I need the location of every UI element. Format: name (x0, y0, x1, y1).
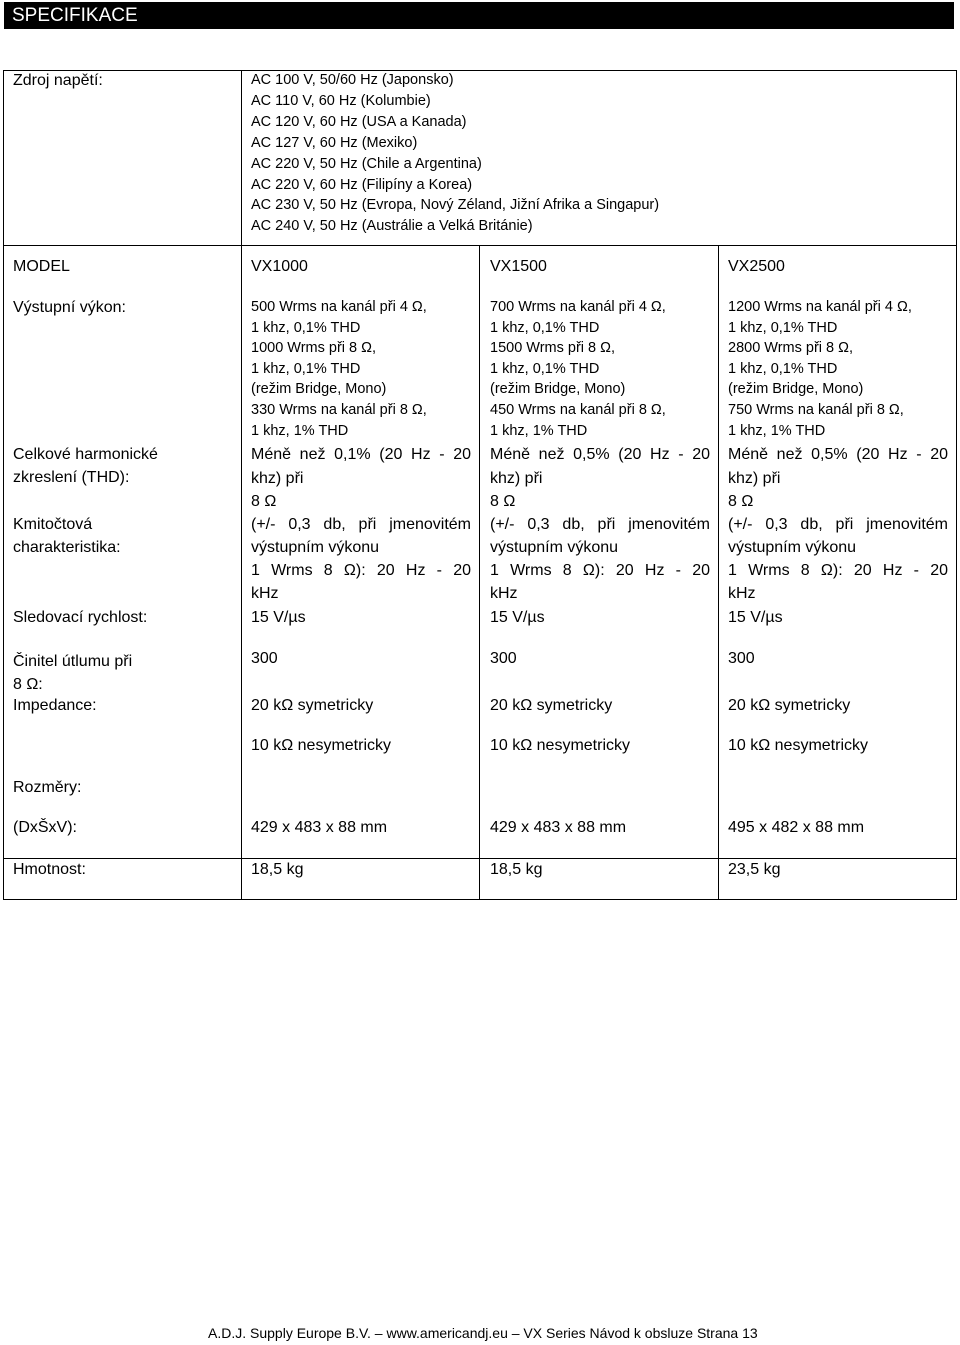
weight-label: Hmotnost: (13, 861, 86, 878)
freq-line: 1 Wrms 8 Ω): 20 Hz - 20 (251, 562, 471, 579)
damping-value: 300 (490, 650, 517, 667)
thd-line: khz) při (251, 469, 304, 487)
thd-line: khz) při (490, 469, 543, 487)
power-line: AC 220 V, 60 Hz (Filipíny a Korea) (251, 176, 473, 193)
freq-line: 1 Wrms 8 Ω): 20 Hz - 20 (490, 562, 710, 579)
power-line: AC 240 V, 50 Hz (Austrálie a Velká Británie) (251, 218, 533, 235)
power-line: AC 230 V, 50 Hz (Evropa, Nový Zéland, Jižní Afrika a Singapur) (251, 197, 660, 214)
dimensions-value: 429 x 483 x 88 mm (490, 819, 627, 836)
dimensions-value: 429 x 483 x 88 mm (251, 819, 388, 836)
output-line: 330 Wrms na kanál při 8 Ω, (251, 401, 427, 418)
output-col-3 (728, 297, 912, 441)
weight-value: 23,5 kg (728, 861, 781, 878)
power-line: AC 110 V, 60 Hz (Kolumbie) (251, 92, 431, 109)
power-label: Zdroj napětí: (13, 72, 103, 89)
thd-line: Méně než 0,1% (20 Hz - 20 (251, 446, 471, 463)
output-col-1 (251, 297, 427, 441)
damping-value: 300 (728, 650, 755, 667)
freq-line: kHz (251, 585, 279, 602)
output-line: 750 Wrms na kanál při 8 Ω, (728, 401, 904, 418)
power-line: AC 120 V, 60 Hz (USA a Kanada) (251, 113, 467, 130)
model-vx2500: VX2500 (728, 258, 785, 275)
row-divider (3, 245, 957, 246)
impedance-balanced: 20 kΩ symetricky (728, 697, 851, 714)
thd-line: Méně než 0,5% (20 Hz - 20 (728, 446, 948, 463)
output-line: 1 khz, 0,1% THD (490, 360, 600, 377)
thd-line: 8 Ω (251, 493, 277, 510)
freq-line: kHz (490, 585, 518, 602)
damping-value: 300 (251, 650, 278, 667)
column-divider (718, 245, 719, 900)
thd-line: Méně než 0,5% (20 Hz - 20 (490, 446, 710, 463)
column-divider (479, 245, 480, 900)
output-line: 500 Wrms na kanál při 4 Ω, (251, 299, 427, 315)
thd-label (13, 443, 158, 489)
thd-col-1 (251, 443, 471, 514)
thd-line: 8 Ω (728, 493, 754, 510)
thd-line: khz) při (728, 469, 781, 487)
thd-label-line: zkreslení (THD): (13, 469, 130, 486)
output-line: (režim Bridge, Mono) (490, 381, 626, 398)
freq-col-1 (251, 513, 471, 605)
output-line: 2800 Wrms při 8 Ω, (728, 340, 853, 357)
thd-label-line: Celkové harmonické (13, 446, 158, 463)
impedance-balanced: 20 kΩ symetricky (490, 697, 613, 714)
output-line: 1 khz, 0,1% THD (728, 360, 838, 377)
output-line: 1000 Wrms při 8 Ω, (251, 340, 376, 357)
output-line: 1 khz, 1% THD (490, 422, 588, 439)
impedance-unbalanced: 10 kΩ nesymetricky (728, 737, 868, 754)
output-line: (režim Bridge, Mono) (728, 381, 864, 398)
thd-line: 8 Ω (490, 493, 516, 510)
dimensions-value: 495 x 482 x 88 mm (728, 819, 865, 836)
section-title: SPECIFIKACE (12, 5, 138, 26)
damping-label-line: Činitel útlumu při (13, 653, 133, 670)
model-vx1000: VX1000 (251, 258, 308, 275)
output-line: (režim Bridge, Mono) (251, 381, 387, 398)
power-line: AC 100 V, 50/60 Hz (Japonsko) (251, 72, 454, 88)
impedance-unbalanced: 10 kΩ nesymetricky (251, 737, 391, 754)
output-col-2 (490, 297, 666, 441)
freq-line: kHz (728, 585, 756, 602)
freq-line: (+/- 0,3 db, při jmenovitém (251, 516, 471, 533)
impedance-unbalanced: 10 kΩ nesymetricky (490, 737, 630, 754)
freq-line: výstupním výkonu (251, 539, 380, 556)
output-label: Výstupní výkon: (13, 299, 126, 316)
freq-line: (+/- 0,3 db, při jmenovitém (728, 516, 948, 533)
power-line: AC 127 V, 60 Hz (Mexiko) (251, 134, 418, 151)
column-divider (241, 70, 242, 900)
freq-line: 1 Wrms 8 Ω): 20 Hz - 20 (728, 562, 948, 579)
freq-col-3 (728, 513, 948, 605)
damping-label-line: 8 Ω: (13, 676, 43, 693)
output-line: 1 khz, 0,1% THD (490, 319, 600, 336)
impedance-balanced: 20 kΩ symetricky (251, 697, 374, 714)
output-line: 450 Wrms na kanál při 8 Ω, (490, 401, 666, 418)
freq-line: (+/- 0,3 db, při jmenovitém (490, 516, 710, 533)
weight-value: 18,5 kg (251, 861, 304, 878)
section-header (4, 2, 954, 29)
slew-value: 15 V/µs (490, 609, 545, 626)
power-line: AC 220 V, 50 Hz (Chile a Argentina) (251, 155, 482, 172)
output-line: 1 khz, 1% THD (251, 422, 349, 439)
output-line: 1 khz, 0,1% THD (728, 319, 838, 336)
output-line: 1 khz, 1% THD (728, 422, 826, 439)
freq-col-2 (490, 513, 710, 605)
freq-line: výstupním výkonu (490, 539, 619, 556)
dimensions-label-2: (DxŠxV): (13, 819, 77, 836)
page-footer: A.D.J. Supply Europe B.V. – www.americandj.eu – VX Series Návod k obsluze Strana 13 (208, 1325, 758, 1341)
thd-col-3 (728, 443, 948, 514)
output-line: 1 khz, 0,1% THD (251, 319, 361, 336)
output-line: 1200 Wrms na kanál při 4 Ω, (728, 299, 912, 315)
freq-label-line: charakteristika: (13, 539, 121, 556)
thd-col-2 (490, 443, 710, 514)
weight-value: 18,5 kg (490, 861, 543, 878)
freq-label (13, 513, 121, 559)
dimensions-label-1: Rozměry: (13, 779, 82, 796)
row-divider (3, 858, 957, 859)
impedance-label: Impedance: (13, 697, 97, 714)
freq-line: výstupním výkonu (728, 539, 857, 556)
output-line: 1500 Wrms při 8 Ω, (490, 340, 615, 357)
damping-label (13, 650, 132, 696)
model-vx1500: VX1500 (490, 258, 547, 275)
slew-value: 15 V/µs (728, 609, 783, 626)
slew-value: 15 V/µs (251, 609, 306, 626)
power-list (251, 70, 659, 237)
slew-label: Sledovací rychlost: (13, 609, 148, 626)
output-line: 700 Wrms na kanál při 4 Ω, (490, 299, 666, 315)
output-line: 1 khz, 0,1% THD (251, 360, 361, 377)
model-label: MODEL (13, 258, 70, 275)
freq-label-line: Kmitočtová (13, 516, 93, 533)
